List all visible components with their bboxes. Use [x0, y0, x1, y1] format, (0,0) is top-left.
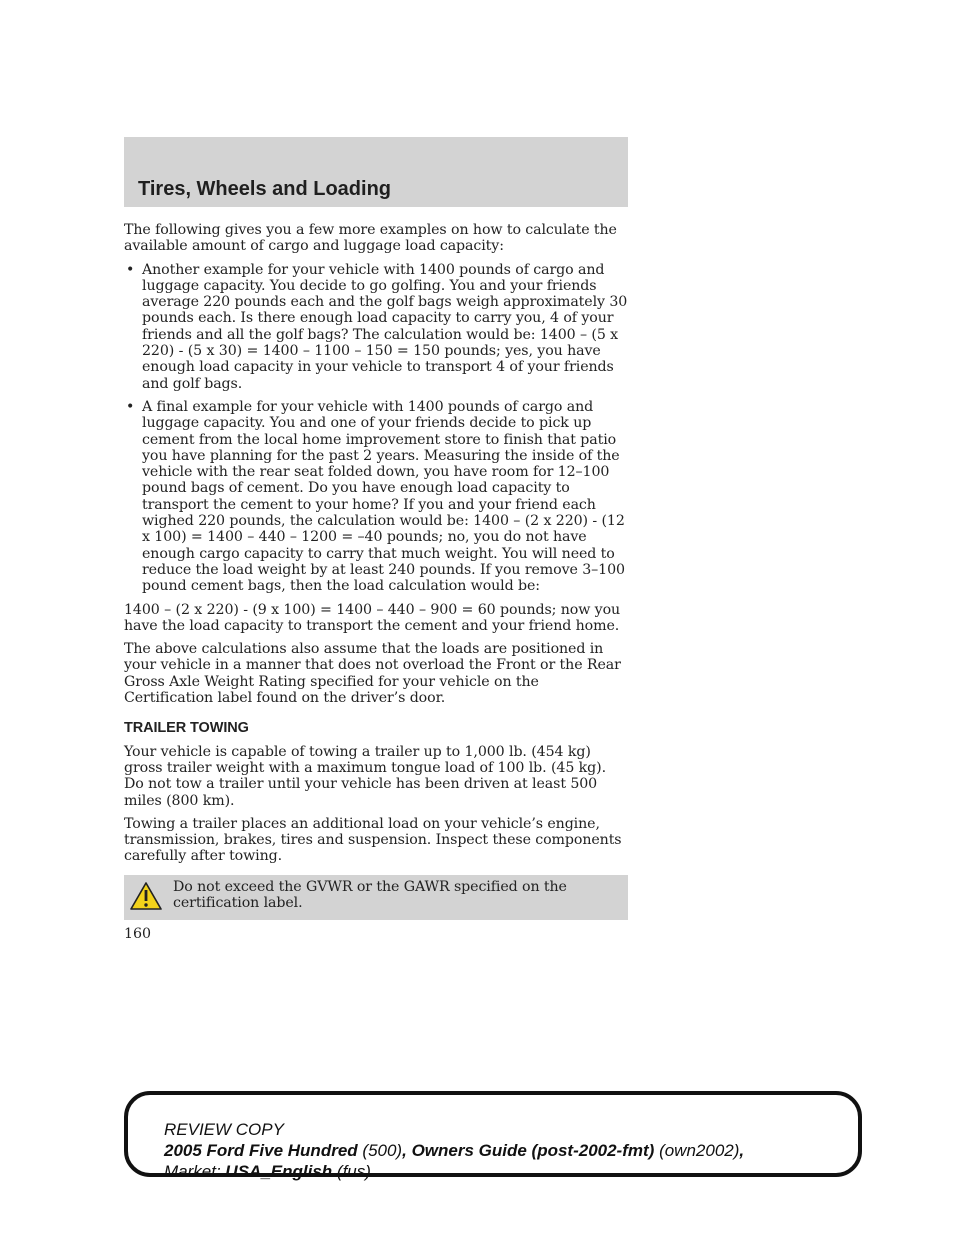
review-separator: ,: [402, 1141, 407, 1160]
bullet-icon: •: [126, 261, 135, 278]
list-item: [124, 399, 628, 595]
review-market: USA_English: [225, 1162, 333, 1181]
continuation-paragraph: 1400 – (2 x 220) - (9 x 100) = 1400 – 440 – 900 = 60 pounds; now you have the load capacity to transport the cement and your friend home.: [124, 601, 621, 634]
section-title: Tires, Wheels and Loading: [138, 178, 392, 200]
review-separator: ,: [739, 1141, 745, 1160]
header-band: [124, 137, 628, 207]
review-market-label: Market:: [164, 1162, 221, 1181]
review-model-line: [164, 1140, 744, 1161]
warning-box: [124, 875, 628, 920]
review-market-code: (fus): [336, 1162, 371, 1181]
warning-triangle-icon: [129, 881, 163, 911]
page-number: 160: [124, 926, 152, 942]
trailer-towing-heading: TRAILER TOWING: [124, 720, 249, 737]
warning-text: Do not exceed the GVWR or the GAWR specified on the certification label.: [173, 878, 567, 911]
review-copy-box: [124, 1091, 862, 1181]
towing-paragraph-1: Your vehicle is capable of towing a trailer up to 1,000 lb. (454 kg) gross trailer weight with a maximum tongue load of 100 lb. (45 kg). Do not tow a trailer until your vehicle has been driven at least 500 miles (800 km).: [124, 743, 606, 809]
bullet-icon: •: [126, 398, 135, 415]
page-content: [124, 222, 628, 920]
towing-paragraph-2: Towing a trailer places an additional load on your vehicle’s engine, transmission, brakes, tires and suspension. Inspect these components carefully after towing.: [124, 815, 622, 865]
intro-paragraph: The following gives you a few more examples on how to calculate the available amount of cargo and luggage load capacity:: [124, 222, 617, 255]
review-copy-text: [164, 1119, 744, 1182]
review-market-line: [164, 1161, 744, 1182]
review-model: 2005 Ford Five Hundred: [164, 1141, 358, 1160]
examples-list: [124, 262, 628, 595]
assumption-paragraph: The above calculations also assume that the loads are positioned in your vehicle in a manner that does not overload the Front or the Rear Gross Axle Weight Rating specified for your vehicle on the Certification label found on the driver’s door.: [124, 641, 621, 707]
list-item-text: Another example for your vehicle with 1400 pounds of cargo and luggage capacity. You decide to go golfing. You and your friends average 220 pounds each and the golf bags weigh approximately 30 pounds each. Is there enough load capacity to carry you, 4 of your friends and all the golf bags? The calculation would be: 1400 – (5 x 220) - (5 x 30) = 1400 – 1100 – 150 = 150 pounds; yes, you have enough load capacity in your vehicle to transport 4 of your friends and golf bags.: [142, 261, 628, 392]
review-copy-label: REVIEW COPY: [164, 1120, 284, 1139]
list-item: [124, 262, 628, 392]
review-guide: Owners Guide (post-2002-fmt): [411, 1141, 655, 1160]
list-item-text: A final example for your vehicle with 1400 pounds of cargo and luggage capacity. You and one of your friends decide to pick up cement from the local home improvement store to finish that patio you have planning for the past 2 years. Measuring the inside of the vehicle with the rear seat folded down, you have room for 12–100 pound bags of cement. Do you have enough load capacity to transport the cement to your home? If you and your friend each wighed 220 pounds, the calculation would be: 1400 – (2 x 220) - (12 x 100) = 1400 – 440 – 1200 = –40 pounds; no, you do not have enough cargo capacity to carry that much weight. You will need to reduce the load weight by at least 240 pounds. If you remove 3–100 pound cement bags, then the load calculation would be:: [142, 398, 625, 595]
review-model-code: (500): [362, 1141, 403, 1160]
review-guide-code: (own2002): [659, 1141, 740, 1160]
